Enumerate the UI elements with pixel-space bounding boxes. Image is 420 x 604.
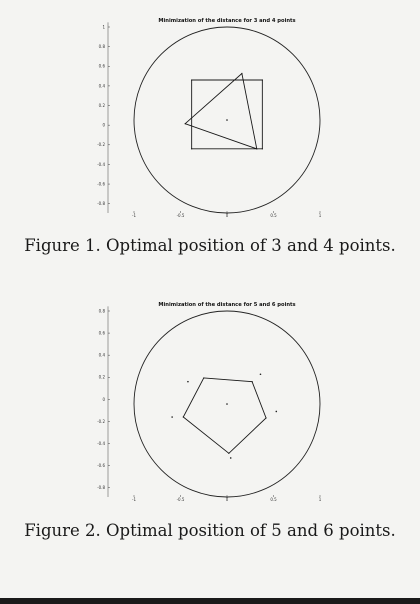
x-tick-label: 1 (318, 497, 322, 502)
figure-2 (0, 292, 420, 512)
center-point (226, 119, 228, 121)
x-tick-label: -0.5 (176, 497, 185, 502)
series-vertex (241, 73, 242, 74)
y-tick-label: 1 (102, 24, 105, 30)
series-vertex (183, 416, 184, 417)
series-vertex (252, 381, 253, 382)
y-tick-label: 0.2 (98, 102, 105, 108)
y-tick-label: -0.4 (97, 161, 105, 167)
figure-1-caption: Figure 1. Optimal position of 3 and 4 points. (24, 236, 396, 255)
y-tick-label: 0.8 (98, 44, 105, 50)
series-vertex (228, 453, 229, 454)
plot-title: Minimization of the distance for 3 and 4 points (158, 18, 296, 24)
extra-point (230, 457, 232, 459)
y-tick-label: -0.6 (97, 181, 105, 187)
extra-point (275, 411, 277, 413)
y-tick-label: 0.8 (98, 308, 105, 314)
figure-1-plot (0, 0, 420, 228)
y-tick-label: 0 (102, 396, 105, 402)
y-tick-label: 0.4 (98, 352, 105, 358)
center-point (226, 403, 228, 405)
x-tick-label: 0 (225, 213, 229, 218)
figure-2-caption: Figure 2. Optimal position of 5 and 6 points. (24, 521, 396, 540)
y-tick-label: 0.2 (98, 374, 105, 380)
extra-point (171, 416, 173, 418)
y-tick-label: -0.8 (97, 485, 105, 491)
x-tick-label: -1 (132, 497, 136, 502)
figure-2-plot (0, 292, 420, 512)
series-vertex (191, 148, 192, 149)
y-tick-label: -0.2 (97, 142, 105, 148)
x-tick-label: -0.5 (176, 213, 185, 218)
page-bottom-rule (0, 598, 420, 604)
y-tick-label: 0 (102, 122, 105, 128)
extra-point (260, 373, 262, 375)
y-tick-label: 0.6 (98, 63, 105, 69)
x-tick-label: 1 (318, 213, 322, 218)
series-vertex (262, 148, 263, 149)
y-tick-label: -0.4 (97, 440, 105, 446)
y-tick-label: 0.6 (98, 330, 105, 336)
x-tick-label: 0.5 (270, 497, 277, 502)
series-vertex (191, 79, 192, 80)
series-vertex (185, 123, 186, 124)
series-vertex (262, 79, 263, 80)
extra-point (187, 381, 189, 383)
plot-title: Minimization of the distance for 5 and 6 points (158, 302, 296, 308)
series-vertex (203, 377, 204, 378)
series-polygon-1 (183, 378, 266, 453)
x-tick-label: 0.5 (270, 213, 277, 218)
x-tick-label: -1 (132, 213, 136, 218)
x-tick-label: 0 (225, 497, 229, 502)
series-vertex (265, 417, 266, 418)
y-tick-label: 0.4 (98, 83, 105, 89)
y-tick-label: -0.6 (97, 463, 105, 469)
series-polygon-1 (185, 74, 257, 149)
figure-1 (0, 0, 420, 228)
y-tick-label: -0.8 (97, 201, 105, 207)
y-tick-label: -0.2 (97, 418, 105, 424)
